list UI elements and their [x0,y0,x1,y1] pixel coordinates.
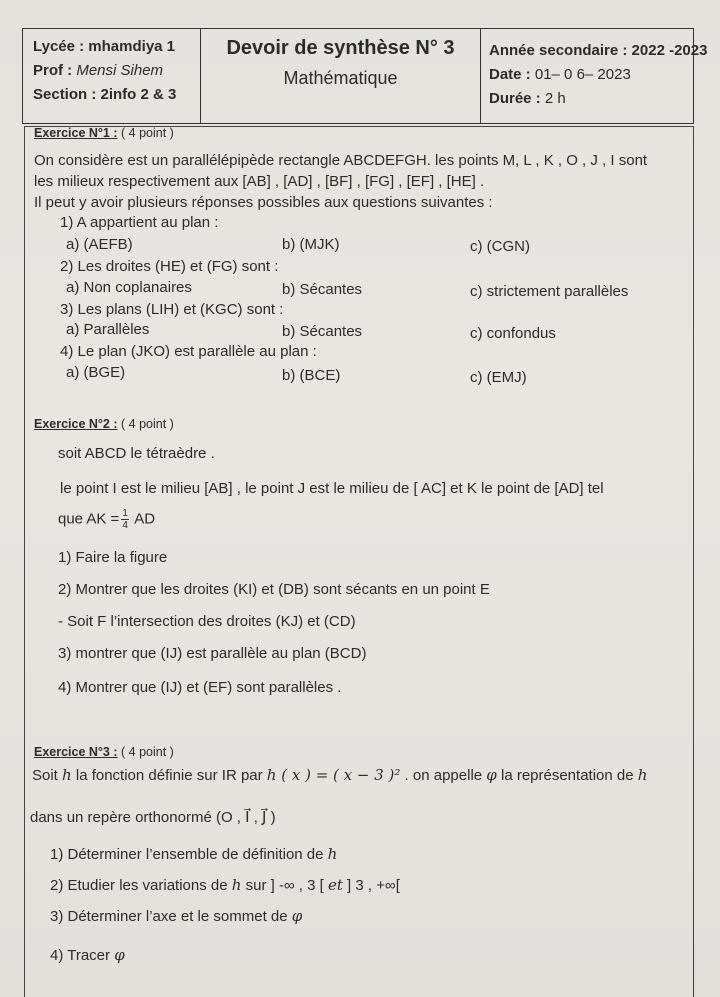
text-representation: la représentation de [496,767,638,784]
exam-title: Devoir de synthèse N° 3 [226,37,455,59]
school-year: Année secondaire : 2022 -2023 [489,42,708,59]
ex1-q3-option-b: b) Sécantes [282,323,363,340]
item-3-text: 3) Déterminer l’axe et le sommet de [50,908,292,925]
item-4-text: 4) Tracer [50,947,115,964]
exercise-1-heading [34,126,174,140]
exercise-2-label: Exercice N°2 : [34,417,118,431]
exercise-3-item-1 [50,845,337,863]
ex1-q3-option-c: c) confondus [470,325,556,342]
duration-value: 2 h [544,90,566,107]
text-on-appelle: . on appelle [400,767,487,784]
ex1-q3-option-a: a) Parallèles [66,321,150,338]
exercise-3-label: Exercice N°3 : [34,745,118,759]
exercise-3-item-2 [50,876,400,894]
ex1-q2-option-c: c) strictement parallèles [470,283,629,300]
duration-label: Durée : [489,90,541,107]
ex1-q4-option-b: b) (BCE) [282,367,341,384]
exercise-3-heading [34,745,174,759]
symbol-phi: φ [486,766,497,784]
ex1-question-4: 4) Le plan (JKO) est parallèle au plan : [60,343,317,360]
exercise-2-line-3 [58,508,155,531]
header-right-column [481,29,708,123]
text-et: et [327,876,343,894]
exercise-3-line-1 [32,766,647,784]
exercise-3-item-3 [50,907,302,925]
exercise-2-item-2: 2) Montrer que les droites (KI) et (DB) sont sécants en un point E [58,581,490,598]
exercise-3-item-4 [50,946,125,964]
exercise-1-intro-3: Il peut y avoir plusieurs réponses possibles aux questions suivantes : [34,194,493,211]
exercise-1-intro-2: les milieux respectivement aux [AB] , [AD] , [BF] , [FG] , [EF] , [HE] . [34,173,485,190]
text-soit: Soit [32,767,63,784]
ex1-q1-option-a: a) (AEFB) [66,236,133,253]
exam-subject: Mathématique [283,68,398,88]
exam-header [22,28,708,124]
exercise-3-points: ( 4 point ) [117,745,174,759]
item-1-text: 1) Déterminer l’ensemble de définition de [50,846,328,863]
exercise-2-line-1: soit ABCD le tétraèdre . [58,445,215,462]
ak-suffix: AD [130,510,156,528]
exercise-1-label: Exercice N°1 : [34,126,118,140]
exercise-2-heading [34,417,174,431]
ex1-q1-option-b: b) (MJK) [282,236,340,253]
symbol-h: h [327,845,338,863]
ex1-q4-option-a: a) (BGE) [66,364,126,381]
exercise-1-intro-1: On considère est un parallélépipède rectangle ABCDEFGH. les points M, L , K , O , J , I sont [34,152,648,169]
teacher-label: Prof : [33,62,77,79]
ex1-q1-option-c: c) (CGN) [470,238,530,255]
symbol-phi: φ [291,907,303,925]
exercise-2-line-2: le point I est le milieu [AB] , le point J est le milieu de [ AC] et K le point de [AD] tel [60,480,604,497]
interval-right: ] 3 , +∞[ [342,877,400,894]
exercise-2-points: ( 4 point ) [117,417,174,431]
school-name: Lycée : mhamdiya 1 [33,38,176,55]
symbol-h: h [231,876,242,894]
symbol-phi: φ [114,946,125,964]
function-formula: h ( x ) = ( x − 3 )² [266,766,401,784]
symbol-h: h [62,766,72,784]
ex1-question-3: 3) Les plans (LIH) et (KGC) sont : [60,301,284,318]
date-value: 01– 0 6– 2023 [534,66,631,83]
exercise-2-item-3: 3) montrer que (IJ) est parallèle au plan (BCD) [58,645,367,662]
section-line: Section : 2info 2 & 3 [33,86,177,103]
exercise-2-item-4: 4) Montrer que (IJ) et (EF) sont parallèles . [58,679,342,696]
exercise-3-line-2: dans un repère orthonormé (O , I⃗ , J⃗ ) [30,809,276,826]
ex1-q2-option-b: b) Sécantes [282,281,363,298]
exercise-1-points: ( 4 point ) [117,126,174,140]
fraction-denominator: 4 [122,520,128,531]
ex1-question-2: 2) Les droites (HE) et (FG) sont : [60,258,279,275]
teacher-line [33,59,200,83]
header-left-column [23,29,201,123]
exercise-2-item-dash: - Soit F l’intersection des droites (KJ) et (CD) [58,613,356,630]
header-middle-column [201,29,481,123]
date-line [489,63,693,87]
date-label: Date : [489,66,531,83]
interval-left: sur ] -∞ , 3 [ [241,877,328,894]
ex1-q4-option-c: c) (EMJ) [470,369,527,386]
fraction-one-quarter [121,508,129,531]
duration-line [489,87,693,111]
text-fonction-definie: la fonction définie sur IR par [71,767,267,784]
ex1-q2-option-a: a) Non coplanaires [66,279,192,296]
fraction-numerator: 1 [122,508,128,519]
ex1-question-1: 1) A appartient au plan : [60,214,219,231]
symbol-h: h [637,766,648,784]
exercise-2-item-1: 1) Faire la figure [58,549,168,566]
teacher-name: Mensi Sihem [76,62,164,79]
ak-prefix: que AK = [58,510,120,528]
item-2-text: 2) Etudier les variations de [50,877,232,894]
